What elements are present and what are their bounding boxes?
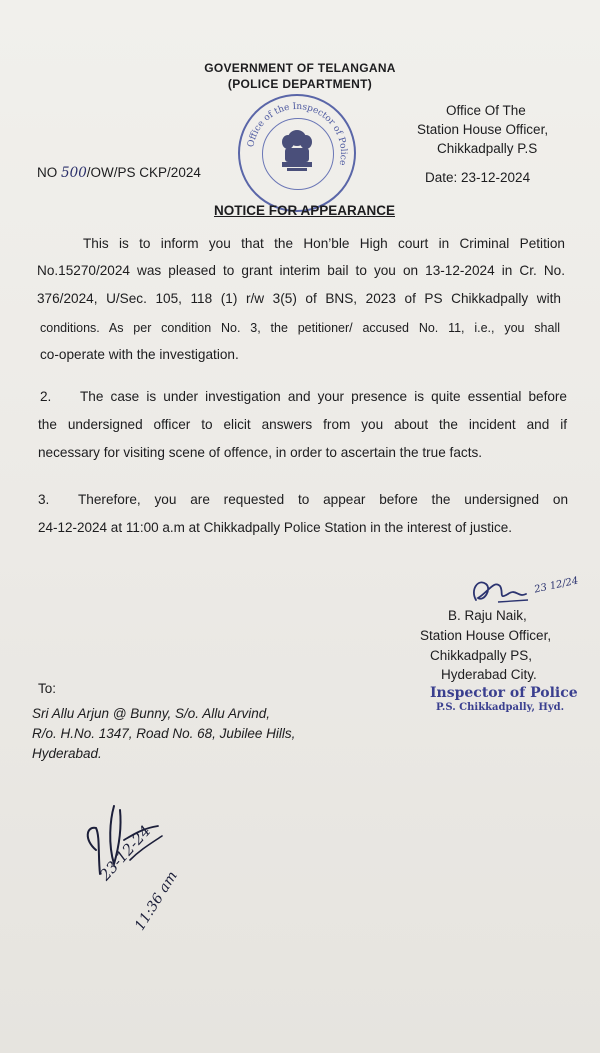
para2-number: 2. <box>40 389 52 404</box>
para3-line-2: 24-12-2024 at 11:00 a.m at Chikkadpally Police Station in the interest of justice. <box>38 520 513 535</box>
officer-name: B. Raju Naik, <box>448 608 527 623</box>
officer-signature-date: 23 12/24 <box>533 575 580 596</box>
inspector-stamp-sub: P.S. Chikkadpally, Hyd. <box>436 702 565 713</box>
notice-date: Date: 23-12-2024 <box>425 170 531 185</box>
reference-number <box>37 165 201 181</box>
addressee-line-2: R/o. H.No. 1347, Road No. 68, Jubilee Hills, <box>32 726 296 741</box>
para2-line-3: necessary for visiting scene of offence, in order to ascertain the true facts. <box>38 445 483 460</box>
para1-line-5: co-operate with the investigation. <box>40 347 239 362</box>
para1-line-3: 376/2024, U/Sec. 105, 118 (1) r/w 3(5) of BNS, 2023 of PS Chikkadpally with <box>37 291 561 306</box>
to-label: To: <box>38 681 57 696</box>
notice-title: NOTICE FOR APPEARANCE <box>214 203 396 218</box>
para1-line-4: conditions. As per condition No. 3, the petitioner/ accused No. 11, i.e., you shall <box>40 321 560 335</box>
addressee-line-3: Hyderabad. <box>32 746 102 761</box>
receipt-time: 11:36 am <box>132 868 181 934</box>
svg-text:Office of the Inspector of Pol: Office of the Inspector of Police <box>246 101 349 167</box>
officer-city: Hyderabad City. <box>441 667 537 682</box>
ref-prefix: NO <box>37 165 62 180</box>
para2-line-1: The case is under investigation and your presence is quite essential before <box>80 389 567 404</box>
receipt-date: 23-12-24 <box>96 821 155 885</box>
para1-line-2: No.15270/2024 was pleased to grant interim bail to you on 13-12-2024 in Cr. No. <box>37 263 565 278</box>
ref-handwritten-number: 500 <box>61 165 87 181</box>
dept-heading: (POLICE DEPARTMENT) <box>227 77 373 91</box>
office-line-1: Office Of The <box>446 103 526 118</box>
officer-station: Chikkadpally PS, <box>430 648 533 663</box>
para3-number: 3. <box>38 492 50 507</box>
office-line-2: Station House Officer, <box>417 122 549 137</box>
para3-line-1: Therefore, you are requested to appear before the undersigned on <box>78 492 568 507</box>
office-line-3: Chikkadpally P.S <box>437 141 538 156</box>
lion-emblem-icon <box>277 128 317 176</box>
officer-designation: Station House Officer, <box>420 628 552 643</box>
para1-line-1: This is to inform you that the Hon’ble High court in Criminal Petition <box>83 236 565 251</box>
ref-suffix: /OW/PS CKP/2024 <box>86 165 201 180</box>
para2-line-2: the undersigned officer to elicit answers from you about the incident and if <box>38 417 567 432</box>
inspector-stamp-title: Inspector of Police <box>430 685 578 701</box>
addressee-line-1: Sri Allu Arjun @ Bunny, S/o. Allu Arvind, <box>32 706 271 721</box>
govt-heading: GOVERNMENT OF TELANGANA <box>204 61 396 75</box>
emblem-seal <box>238 94 356 212</box>
